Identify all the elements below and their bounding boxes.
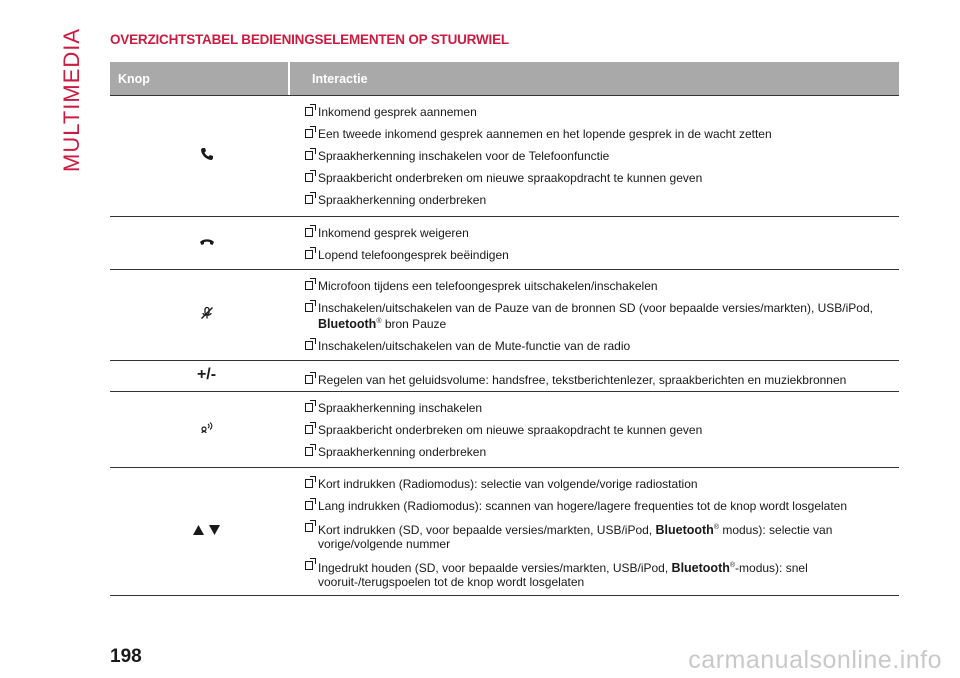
checkbox-bullet-icon	[305, 403, 313, 412]
item-text: Spraakherkenning inschakelen voor de Telefoonfunctie	[318, 149, 610, 163]
table-row	[110, 392, 899, 468]
item-text: Inkomend gesprek aannemen	[318, 105, 477, 119]
list-item	[303, 171, 899, 185]
item-text: Spraakherkenning inschakelen	[318, 401, 483, 415]
list-item	[303, 248, 899, 262]
page-title: OVERZICHTSTABEL BEDIENINGSELEMENTEN OP STUURWIEL	[110, 32, 509, 47]
knop-cell	[110, 217, 303, 269]
interactie-cell	[303, 270, 899, 360]
up-down-arrows-icon	[192, 523, 222, 541]
table-row	[110, 270, 899, 361]
item-text: Spraakherkenning onderbreken	[318, 445, 487, 459]
checkbox-bullet-icon	[305, 195, 313, 204]
header-interactie: Interactie	[312, 71, 368, 86]
list-item	[303, 301, 899, 331]
table-row	[110, 361, 899, 392]
list-item	[303, 401, 899, 415]
voice-command-icon	[200, 420, 214, 439]
microphone-mute-icon	[200, 306, 214, 325]
list-item	[303, 521, 899, 551]
item-text: Spraakbericht onderbreken om nieuwe spraakopdracht te kunnen geven	[318, 171, 703, 185]
list-item	[303, 149, 899, 163]
list-item	[303, 127, 899, 141]
item-text: Kort indrukken (SD, voor bepaalde versies/markten, USB/iPod,	[318, 523, 653, 537]
checkbox-bullet-icon	[305, 107, 313, 116]
item-text: Kort indrukken (Radiomodus): selectie van volgende/vorige radiostation	[318, 477, 698, 491]
table-header	[110, 62, 899, 96]
item-text: Inkomend gesprek weigeren	[318, 226, 469, 240]
item-text: Een tweede inkomend gesprek aannemen en het lopende gesprek in de wacht zetten	[318, 127, 772, 141]
list-item	[303, 226, 899, 240]
knop-cell	[110, 392, 303, 467]
watermark: carmanualsonline.info	[688, 646, 942, 674]
checkbox-bullet-icon	[305, 250, 313, 259]
table-body	[110, 96, 899, 596]
volume-plus-minus-label: +/-	[196, 366, 217, 383]
list-item	[303, 105, 899, 119]
checkbox-bullet-icon	[305, 228, 313, 237]
checkbox-bullet-icon	[305, 501, 313, 510]
checkbox-bullet-icon	[305, 561, 313, 570]
interactie-cell	[303, 96, 899, 216]
checkbox-bullet-icon	[305, 375, 313, 384]
item-text: Lang indrukken (Radiomodus): scannen van hogere/lagere frequenties tot de knop wordt losgelaten	[318, 499, 848, 513]
knop-cell	[110, 270, 303, 360]
interactie-cell	[303, 217, 899, 269]
page-number: 198	[110, 646, 142, 667]
item-text: Ingedrukt houden (SD, voor bepaalde versies/markten, USB/iPod,	[318, 561, 669, 575]
registered-mark: ®	[729, 562, 736, 569]
table-row	[110, 217, 899, 270]
registered-mark: ®	[713, 524, 719, 531]
list-item	[303, 193, 899, 207]
item-text: Inschakelen/uitschakelen van de Pauze van de bronnen SD (voor bepaalde versies/markten), USB/iPod,	[318, 301, 873, 315]
list-item	[303, 477, 899, 491]
item-text-after: bron Pauze	[381, 317, 447, 331]
checkbox-bullet-icon	[305, 479, 313, 488]
list-item	[303, 279, 899, 293]
checkbox-bullet-icon	[305, 173, 313, 182]
item-text: Lopend telefoongesprek beëindigen	[318, 248, 509, 262]
item-text: Inschakelen/uitschakelen van de Mute-functie van de radio	[318, 339, 631, 353]
phone-answer-icon	[200, 147, 214, 166]
item-text-after: -modus): snel vooruit-/terugspoelen tot de knop wordt losgelaten	[318, 561, 808, 589]
table-row	[110, 96, 899, 217]
checkbox-bullet-icon	[305, 281, 313, 290]
bluetooth-brand: Bluetooth	[671, 561, 730, 575]
interactie-cell	[303, 361, 899, 391]
header-knop: Knop	[110, 62, 290, 95]
item-text-after: modus): selectie van vorige/volgende nummer	[318, 523, 833, 551]
knop-cell	[110, 468, 303, 595]
item-text: Regelen van het geluidsvolume: handsfree, tekstberichtenlezer, spraakberichten en muziekbronnen	[318, 373, 847, 387]
checkbox-bullet-icon	[305, 447, 313, 456]
interactie-cell	[303, 468, 899, 595]
checkbox-bullet-icon	[305, 341, 313, 350]
bluetooth-brand: Bluetooth	[318, 317, 377, 331]
item-text: Spraakherkenning onderbreken	[318, 193, 487, 207]
bluetooth-brand: Bluetooth	[655, 523, 714, 537]
section-label: MULTIMEDIA	[59, 27, 84, 173]
phone-hangup-icon	[199, 234, 215, 252]
knop-cell	[110, 96, 303, 216]
checkbox-bullet-icon	[305, 129, 313, 138]
item-text: Spraakbericht onderbreken om nieuwe spraakopdracht te kunnen geven	[318, 423, 703, 437]
knop-cell	[110, 361, 303, 391]
controls-table	[110, 62, 899, 596]
checkbox-bullet-icon	[305, 151, 313, 160]
list-item	[303, 373, 899, 387]
list-item	[303, 499, 899, 513]
list-item	[303, 339, 899, 353]
list-item	[303, 559, 899, 589]
table-row	[110, 468, 899, 596]
interactie-cell	[303, 392, 899, 467]
item-text: Microfoon tijdens een telefoongesprek uitschakelen/inschakelen	[318, 279, 658, 293]
list-item	[303, 445, 899, 459]
checkbox-bullet-icon	[305, 523, 313, 532]
list-item	[303, 423, 899, 437]
checkbox-bullet-icon	[305, 303, 313, 312]
checkbox-bullet-icon	[305, 425, 313, 434]
registered-mark: ®	[376, 318, 382, 325]
